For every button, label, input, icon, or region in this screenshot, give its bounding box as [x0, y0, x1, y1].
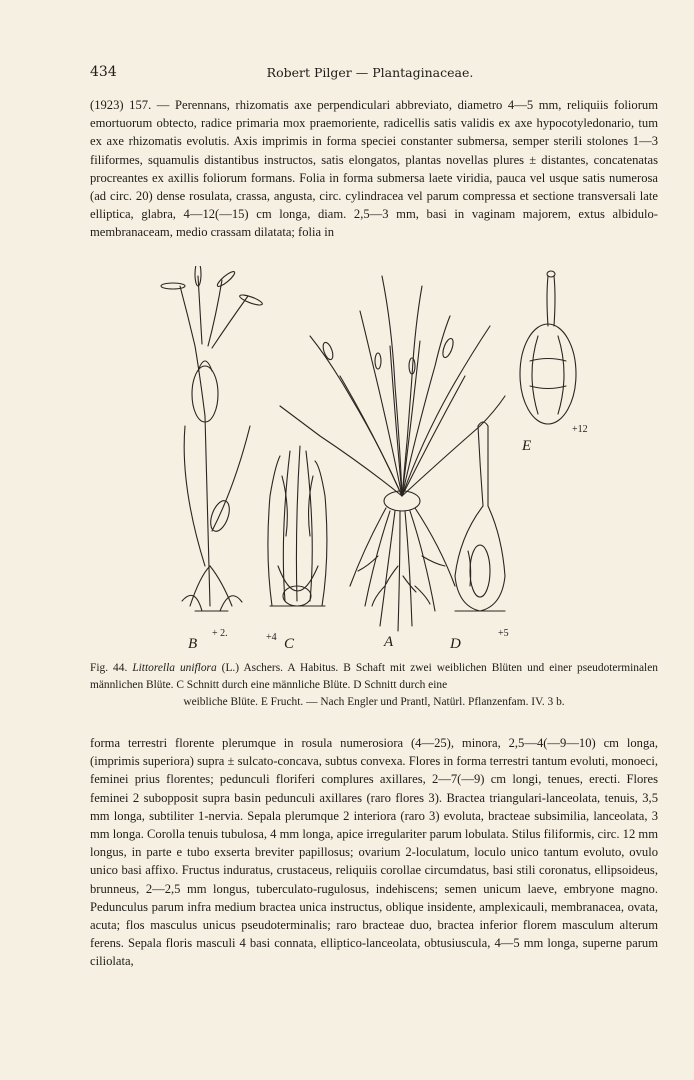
panel-label-d: D: [450, 636, 461, 650]
panel-a-drawing: [280, 276, 505, 631]
figure-littorella: [150, 266, 610, 650]
caption-species: Littorella uniflora: [132, 662, 217, 674]
figure-illustration: [150, 266, 610, 650]
caption-author: (L.) Aschers.: [221, 662, 283, 674]
magnification-c: +4: [266, 632, 277, 643]
caption-fig-number: Fig. 44.: [90, 662, 128, 674]
panel-d-drawing: [455, 422, 505, 611]
paragraph-top: (1923) 157. — Perennans, rhizomatis axe perpendiculari abbreviato, diametro 4—5 mm, reliquiis foliorum emortuorum obtecto, radice primaria mox praemoriente, radicellis satis validis ex axe hypocotyledonario, tum ex axe rhizomatis evolutis. Axis imprimis in forma speciei constanter submersa, semper sterili stolones 1—3 filiformes, squamulis distantibus instructos, satis elongatos, plantas novellas plures ± distantes, concatenatas procreantes ex axillis foliorum formans. Folia in forma submersa laete viridia, pauca vel usque satis numerosa (ad circ. 20) dense rosulata, crassa, angusta, circ. cylindracea vel parum compressa et sectione transversali late elliptica, glabra, 4—12(—15) cm longa, diam. 2,5—3 mm, basi in vaginam majorem, extus albidulo-membranaceam, medio crassam dilatata; folia in: [90, 98, 658, 240]
panel-c-drawing: [268, 446, 327, 606]
page-number: 434: [90, 64, 117, 80]
caption-text-2: weibliche Blüte. E Frucht. — Nach Engler und Prantl, Natürl. Pflanzenfam. IV. 3 b.: [183, 696, 565, 708]
panel-e-drawing: [520, 271, 576, 424]
magnification-d: +5: [498, 628, 509, 639]
panel-label-e: E: [522, 438, 532, 454]
page-header: [90, 64, 650, 84]
figure-caption: [90, 660, 658, 711]
panel-b-drawing: [161, 266, 263, 611]
magnification-e: +12: [572, 424, 588, 435]
panel-label-c: C: [284, 636, 295, 650]
panel-label-b: B: [188, 636, 198, 650]
paragraph-bottom: forma terrestri florente plerumque in rosula numerosiora (4—25), minora, 2,5—4(—9—10) cm longa, (imprimis superiora) supra ± sulcato-concava, subtus convexa. Flores in forma terrestri tantum evoluti, monoeci, feminei prius florentes; pedunculi floriferi complures axillares, 2—7(—9) cm longi, tenues, erecti. Flores feminei 2 subopposit supra basin pedunculi axillares (raro flores 3). Bractea triangulari-lanceolata, tenuis, 3,5 mm longa, subtiliter 1-nervia. Sepala plerumque 2 interiora (raro 3) evoluta, bracteae subsimilia, lanceolata, 3 mm longa. Corolla tenuis tubulosa, 4 mm longa, apice irregulariter parum lobulata. Stilus filiformis, circ. 12 mm longus, in parte e tubo exserta breviter papillosus; ovarium 2-loculatum, loculo unico tantum evoluto, ovulo unico basi affixo. Fructus induratus, crustaceus, reliquiis corollae circumdatus, basi stili coronatus, ellipsoideus, brunneus, 2—2,5 mm longus, tuberculato-rugulosus, indehiscens; semen unicum laeve, embryone magno. Pedunculus parum infra medium bractea unica instructus, oblique insidente, amplexicauli, membranacea, ovata, acuta; flos masculus unicus pseudoterminalis; raro bracteae duo, bractea inferior florem masculum alterum ferens. Sepala floris masculi 4 basi connata, elliptico-lanceolata, obtusiuscula, 4—5 mm longa, superne parum ciliolata,: [90, 736, 659, 969]
caption-text-1: A Habitus. B Schaft mit zwei weiblichen Blüten und einer pseudoterminalen männlichen Blüte. C Schnitt durch eine männliche Blüte. D Schnitt durch eine: [90, 662, 658, 691]
running-title: Robert Pilger — Plantaginaceae.: [266, 65, 474, 80]
magnification-b: + 2.: [212, 628, 228, 639]
panel-label-a: A: [384, 634, 394, 650]
